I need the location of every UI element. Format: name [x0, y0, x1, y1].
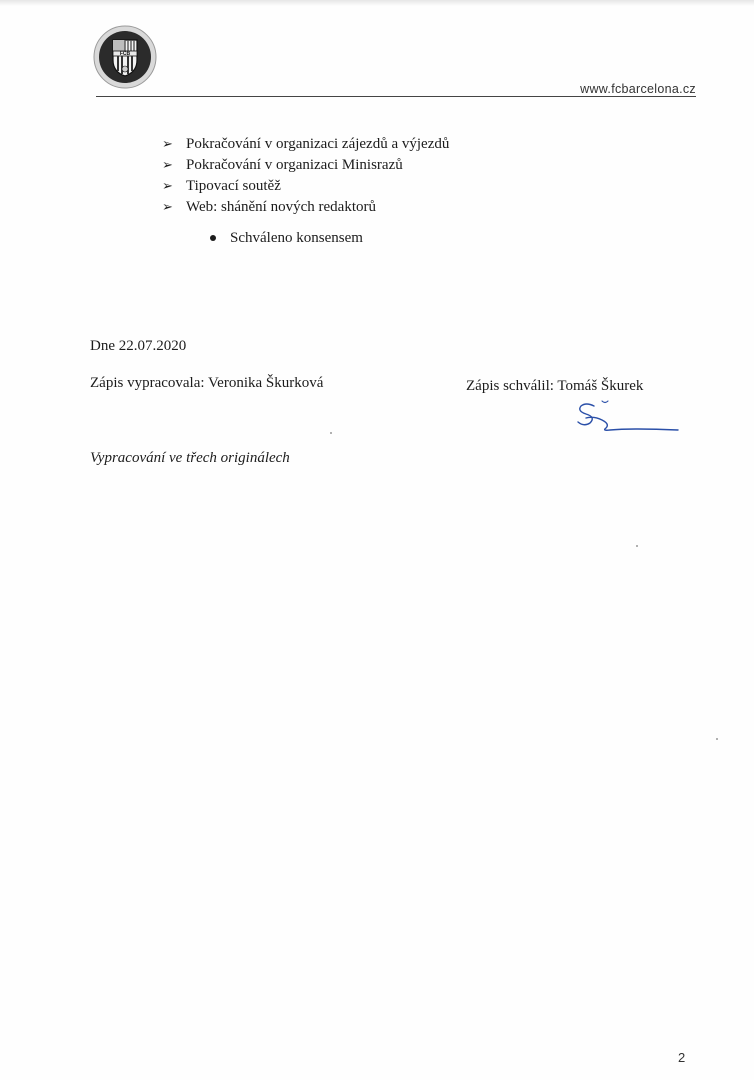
agenda-item: ➢ Pokračování v organizaci Minisrazů: [162, 155, 449, 176]
svg-text:FCB: FCB: [119, 51, 131, 57]
agenda-item: ➢ Tipovací soutěž: [162, 176, 449, 197]
handwritten-signature: [572, 400, 684, 440]
dot-bullet-icon: [210, 235, 216, 241]
originals-note: Vypracování ve třech originálech: [90, 450, 290, 466]
arrow-bullet-icon: ➢: [162, 137, 173, 152]
scan-speck: [330, 432, 332, 434]
scan-speck: [636, 545, 638, 547]
approved-by: Zápis schválil: Tomáš Škurek: [466, 378, 644, 394]
date-line: Dne 22.07.2020: [90, 338, 187, 354]
arrow-bullet-icon: ➢: [162, 158, 173, 173]
website-url: www.fcbarcelona.cz: [580, 82, 696, 96]
page-number: 2: [678, 1050, 686, 1065]
club-logo: [92, 24, 158, 90]
resolution-line: [210, 230, 363, 247]
agenda-item: ➢ Pokračování v organizaci zájezdů a výjezdů: [162, 134, 449, 155]
scan-top-edge: [0, 0, 754, 6]
arrow-bullet-icon: ➢: [162, 179, 173, 194]
scan-speck: [716, 738, 718, 740]
agenda-list: [162, 134, 449, 218]
resolution-text: Schváleno konsensem: [230, 230, 363, 246]
prepared-by: Zápis vypracovala: Veronika Škurková: [90, 375, 324, 391]
agenda-item: ➢ Web: shánění nových redaktorů: [162, 197, 449, 218]
header-divider: [96, 96, 696, 97]
arrow-bullet-icon: ➢: [162, 200, 173, 215]
